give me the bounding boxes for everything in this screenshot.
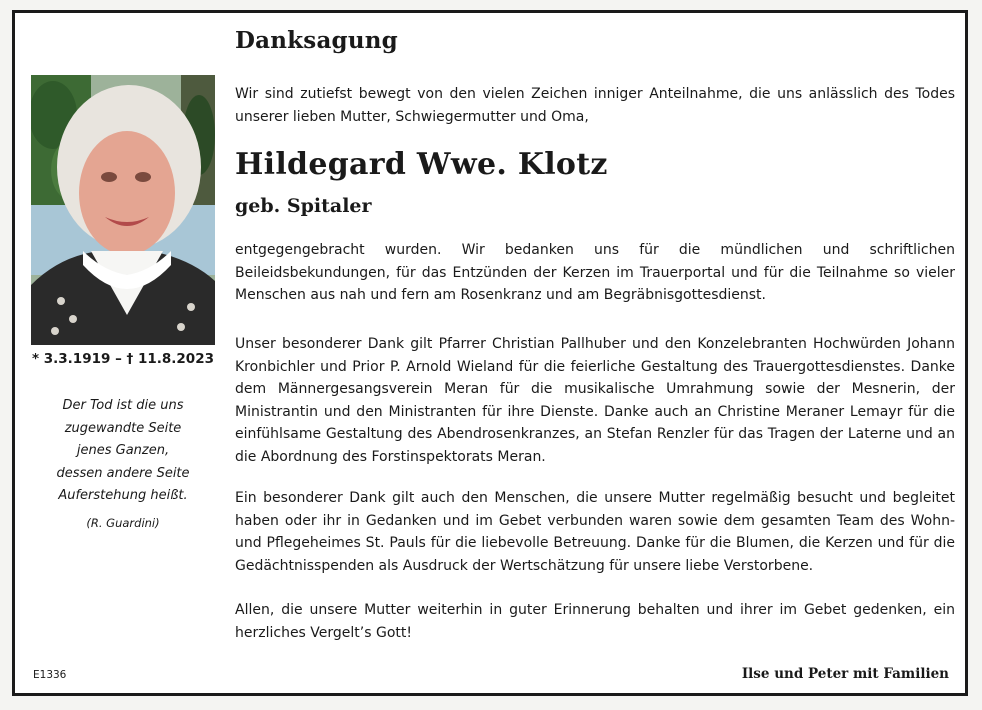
- intro-paragraph: Wir sind zutiefst bewegt von den vielen Zeichen inniger Anteilnahme, die uns anlässlich des Todes unserer lieben Mutter, Schwiegermutter und Oma,: [235, 86, 955, 125]
- thanks-paragraph: entgegengebracht wurden. Wir bedanken uns für die mündlichen und schriftlichen Beileidsbekundungen, für das Entzünden der Kerzen im Trauerportal und für die Teilnahme so vieler Menschen aus nah und fern am Rosenkranz und am Begräbnisgottesdienst.: [235, 242, 955, 303]
- thanks-paragraph: Unser besonderer Dank gilt Pfarrer Christian Pallhuber und den Konzelebranten Hochwürden Johann Kronbichler und Prior P. Arnold Wieland für die feierliche Gestaltung des Trauergottesdienstes. Danke dem Männergesangsverein Meran für die musikalische Umrahmung sowie der Mesnerin, der Ministrantin und den Ministranten für ihre Dienste. Danke auch an Christine Meraner Lemayr für die einfühlsame Gestaltung des Abendrosenkranzes, an Stefan Renzler für das Tragen der Laterne und an die Abordnung des Forstinspektorats Meran.: [235, 336, 955, 465]
- quote: [31, 395, 215, 508]
- closing-paragraph: Allen, die unsere Mutter weiterhin in guter Erinnerung behalten und ihrer im Gebet gedenken, ein herzliches Vergelt’s Gott!: [235, 602, 955, 641]
- heading: Danksagung: [235, 27, 398, 54]
- quote-line: zugewandte Seite: [64, 420, 182, 436]
- deceased-name: Hildegard Wwe. Klotz: [235, 147, 608, 182]
- thanks-paragraph: Ein besonderer Dank gilt auch den Menschen, die unsere Mutter regelmäßig besucht und begleitet haben oder ihr in Gedanken und im Gebet verbunden waren sowie dem gesamten Team des Wohn- und Pflegeheimes St. Pauls für die liebevolle Betreuung. Danke für die Blumen, die Kerzen und für die Gedächtnisspenden als Ausdruck der Wertschätzung für unsere liebe Verstorbene.: [235, 490, 955, 574]
- birth-name: geb. Spitaler: [235, 195, 372, 217]
- quote-line: Der Tod ist die uns: [62, 398, 184, 413]
- quote-line: dessen andere Seite: [56, 465, 190, 481]
- reference-code: E1336: [33, 669, 67, 681]
- life-dates: * 3.3.1919 – † 11.8.2023: [32, 351, 214, 367]
- obituary-card: [12, 10, 968, 696]
- quote-line: Auferstehung heißt.: [58, 488, 188, 503]
- portrait-photo: [31, 75, 215, 345]
- quote-author: (R. Guardini): [86, 516, 160, 530]
- signature: Ilse und Peter mit Familien: [741, 666, 949, 682]
- quote-line: jenes Ganzen,: [76, 443, 170, 458]
